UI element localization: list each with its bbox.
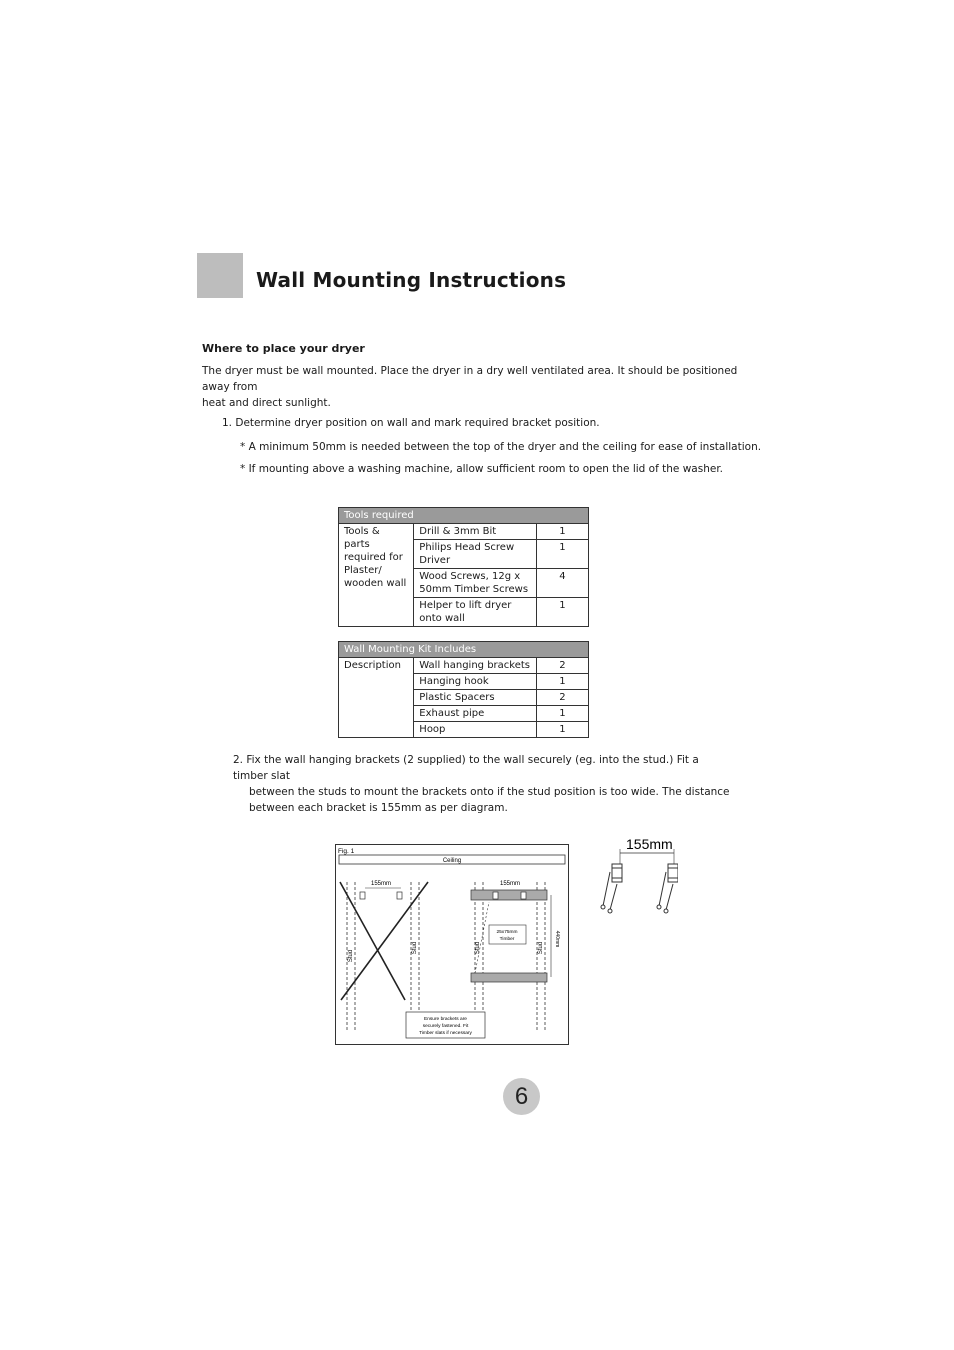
tool-item: Wood Screws, 12g x 50mm Timber Screws [414,569,536,598]
tools-category: Tools & parts required for Plaster/ wooden wall [339,524,414,627]
tool-qty: 1 [536,598,588,627]
timber-slat [471,973,547,982]
kit-item: Hoop [414,722,536,738]
bracket-icon [657,864,678,913]
note-2: * If mounting above a washing machine, allow sufficient room to open the lid of the washer. [240,463,724,475]
kit-item: Plastic Spacers [414,690,536,706]
bracket-icon [397,892,402,899]
kit-item: Hanging hook [414,674,536,690]
stud-label: Stud [412,941,418,955]
note-text: Timber slats if necessary [419,1031,472,1036]
timber-label: 25x75mm [496,930,518,935]
page-number: 6 [503,1078,540,1115]
step-2-line: between each bracket is 155mm as per diagram. [249,802,508,814]
section-heading: Where to place your dryer [202,342,365,355]
bracket-icon [360,892,365,899]
dimension-label: 155mm [500,881,521,887]
bracket-icon [601,864,622,913]
kit-qty: 1 [536,674,588,690]
kit-qty: 1 [536,722,588,738]
kit-qty: 2 [536,690,588,706]
tool-qty: 1 [536,540,588,569]
step-1: 1. Determine dryer position on wall and mark required bracket position. [222,417,600,429]
intro-line: heat and direct sunlight. [202,397,331,409]
height-label: 440mm [554,930,560,948]
step-2-line: between the studs to mount the brackets onto if the stud position is too wide. The distance [249,786,730,798]
bracket-detail-diagram [598,834,678,914]
ceiling-label: Ceiling [442,858,462,864]
step-2 [233,752,733,816]
fig-1-diagram [335,844,569,1045]
dimension-label: 155mm [371,881,392,887]
note-text: securely fastened. Fit [422,1024,469,1029]
timber-label: Timber [499,937,515,942]
table-row [339,658,589,674]
tools-table-header: Tools required [339,508,589,524]
title-marker [197,253,243,298]
tool-qty: 1 [536,524,588,540]
figure-label: Fig. 1 [338,848,355,855]
stud-label: Stud [475,941,481,955]
detail-dimension-label: 155mm [626,836,673,852]
kit-qty: 1 [536,706,588,722]
kit-qty: 2 [536,658,588,674]
bracket-icon [493,892,498,899]
tool-item: Helper to lift dryer onto wall [414,598,536,627]
kit-item: Wall hanging brackets [414,658,536,674]
intro-paragraph [202,363,762,411]
intro-line: The dryer must be wall mounted. Place the dryer in a dry well ventilated area. It should be positioned away from [202,365,738,393]
note-text: Ensure brackets are [424,1017,467,1022]
kit-table-header: Wall Mounting Kit Includes [339,642,589,658]
tool-item: Drill & 3mm Bit [414,524,536,540]
table-row [339,524,589,540]
kit-table [338,641,589,738]
tools-table [338,507,589,627]
kit-category: Description [339,658,414,738]
page-title: Wall Mounting Instructions [256,268,567,292]
timber-slat [471,890,547,900]
note-1: * A minimum 50mm is needed between the top of the dryer and the ceiling for ease of installation. [240,441,762,453]
stud-label: Stud [538,941,544,955]
stud-label: Stud [348,949,354,963]
kit-item: Exhaust pipe [414,706,536,722]
tool-qty: 4 [536,569,588,598]
tool-item: Philips Head Screw Driver [414,540,536,569]
bracket-icon [521,892,526,899]
step-2-line: 2. Fix the wall hanging brackets (2 supplied) to the wall securely (eg. into the stud.) Fit a timber slat [233,754,699,782]
